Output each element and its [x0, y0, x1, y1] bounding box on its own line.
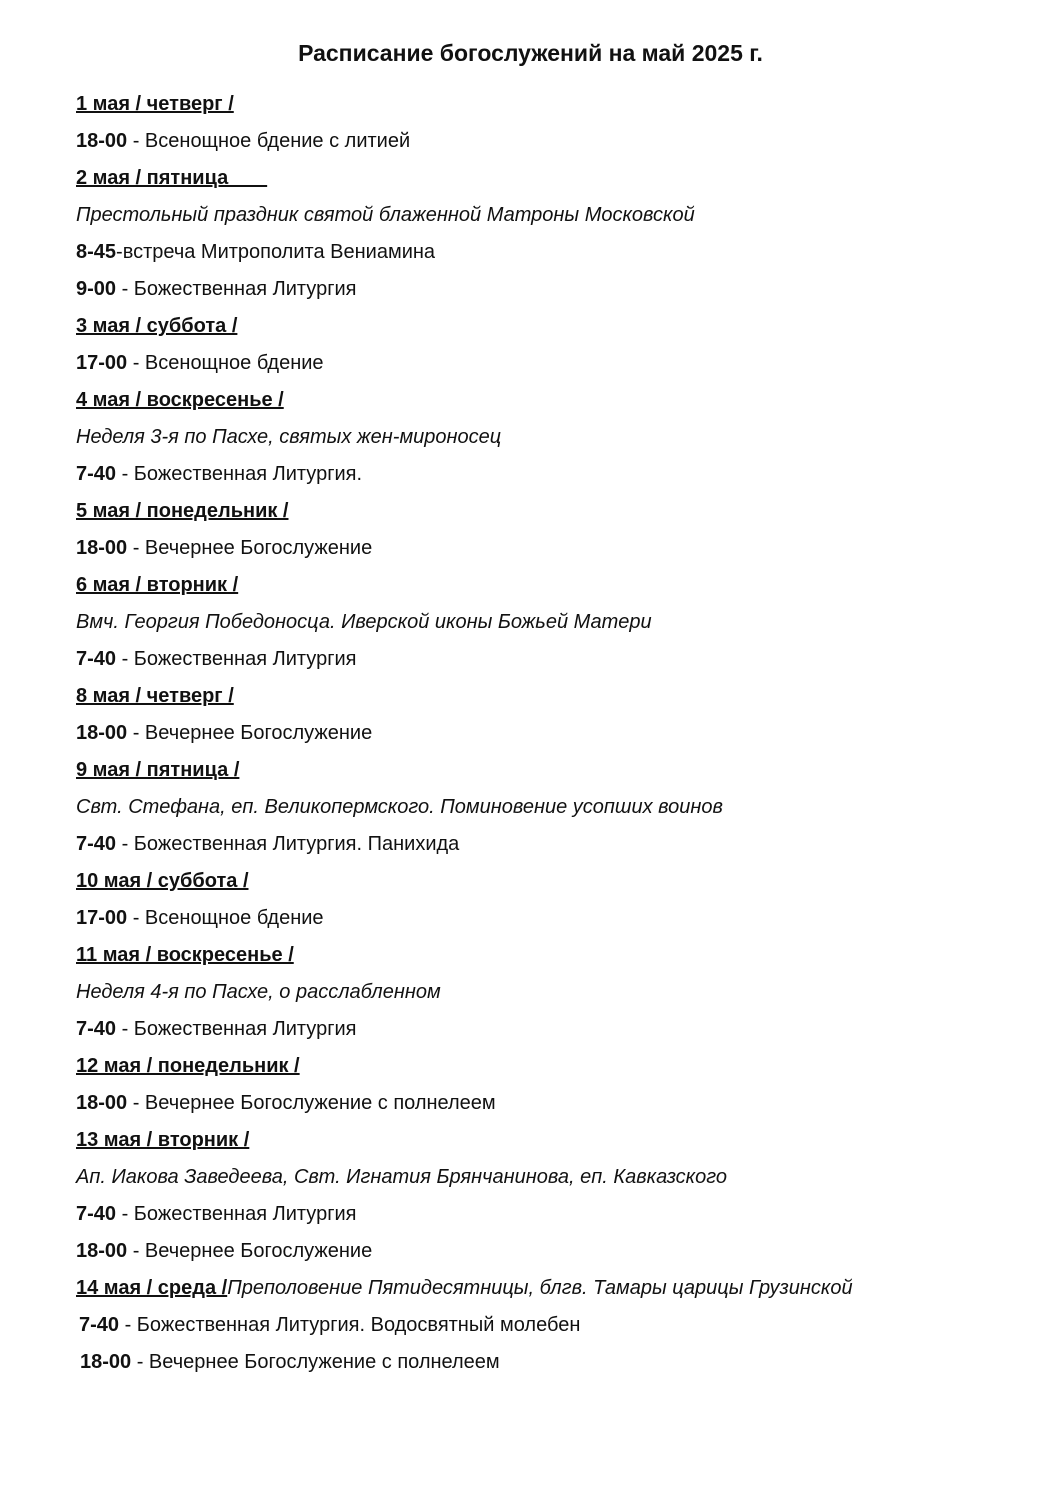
day-heading: 13 мая / вторник /	[76, 1129, 250, 1151]
service-description: -встреча Митрополита Вениамина	[116, 241, 436, 263]
feast-name: Неделя 4-я по Пасхе, о расслабленном	[76, 981, 441, 1003]
service-entry	[76, 1307, 1036, 1344]
service-description: - Всенощное бдение	[127, 352, 324, 374]
service-time: 7-40	[79, 1314, 120, 1336]
day-heading: 4 мая / воскресенье /	[76, 389, 284, 411]
service-entry	[76, 900, 1036, 937]
service-time: 18-00	[76, 130, 128, 152]
service-description: - Вечернее Богослужение	[127, 1240, 373, 1262]
day-heading: 14 мая / среда /	[76, 1277, 228, 1299]
service-description: - Божественная Литургия. Панихида	[116, 833, 460, 855]
service-time: 7-40	[76, 833, 117, 855]
service-time: 18-00	[76, 537, 128, 559]
day-heading: 2 мая / пятница	[76, 167, 268, 189]
day-heading: 8 мая / четверг /	[76, 685, 234, 707]
service-entry	[76, 715, 1036, 752]
service-description: - Божественная Литургия.	[116, 463, 363, 485]
service-time: 9-00	[76, 278, 117, 300]
day-heading: 1 мая / четверг /	[76, 93, 234, 115]
service-entry	[76, 530, 1036, 567]
service-time: 7-40	[76, 1018, 117, 1040]
day-heading: 11 мая / воскресенье /	[76, 944, 294, 966]
feast-name: Неделя 3-я по Пасхе, святых жен-мироносец	[76, 426, 502, 448]
service-entry	[76, 641, 1036, 678]
day-heading: 12 мая / понедельник /	[76, 1055, 300, 1077]
service-entry	[76, 1196, 1036, 1233]
service-time: 18-00	[76, 1240, 128, 1262]
service-description: - Всенощное бдение	[127, 907, 324, 929]
service-time: 7-40	[76, 648, 117, 670]
service-entry	[76, 345, 1036, 382]
schedule-list	[76, 86, 1036, 1381]
day-heading: 6 мая / вторник /	[76, 574, 239, 596]
feast-name: Свт. Стефана, еп. Великопермского. Поминовение усопших воинов	[76, 796, 723, 818]
day-heading: 5 мая / понедельник /	[76, 500, 289, 522]
service-description: - Вечернее Богослужение с полнелеем	[127, 1092, 496, 1114]
service-description: - Вечернее Богослужение с полнелеем	[131, 1351, 500, 1373]
service-entry	[76, 1085, 1036, 1122]
day-heading: 3 мая / суббота /	[76, 315, 238, 337]
service-description: - Божественная Литургия	[116, 1018, 357, 1040]
service-description: - Божественная Литургия. Водосвятный молебен	[119, 1314, 581, 1336]
service-description: - Вечернее Богослужение	[127, 537, 373, 559]
service-time: 7-40	[76, 463, 117, 485]
service-entry	[76, 123, 1036, 160]
service-entry	[76, 1233, 1036, 1270]
service-entry	[76, 234, 1036, 271]
feast-name: Ап. Иакова Заведеева, Свт. Игнатия Брянчанинова, еп. Кавказского	[76, 1166, 727, 1188]
service-entry	[76, 826, 1036, 863]
feast-name: Престольный праздник святой блаженной Матроны Московской	[76, 204, 695, 226]
service-time: 18-00	[76, 722, 128, 744]
day-heading: 10 мая / суббота /	[76, 870, 249, 892]
service-time: 8-45	[76, 241, 117, 263]
feast-name: Преполовение Пятидесятницы, блгв. Тамары царицы Грузинской	[227, 1277, 853, 1299]
service-entry	[76, 271, 1036, 308]
service-description: - Божественная Литургия	[116, 278, 357, 300]
service-description: - Божественная Литургия	[116, 1203, 357, 1225]
service-entry	[76, 1011, 1036, 1048]
service-time: 17-00	[76, 352, 128, 374]
service-time: 7-40	[76, 1203, 117, 1225]
day-heading: 9 мая / пятница /	[76, 759, 240, 781]
feast-name: Вмч. Георгия Победоносца. Иверской иконы Божьей Матери	[76, 611, 652, 633]
service-description: - Всенощное бдение с литией	[127, 130, 411, 152]
service-entry	[76, 1344, 1036, 1381]
page-title: Расписание богослужений на май 2025 г.	[298, 40, 763, 66]
service-description: - Божественная Литургия	[116, 648, 357, 670]
service-entry	[76, 456, 1036, 493]
service-description: - Вечернее Богослужение	[127, 722, 373, 744]
service-time: 17-00	[76, 907, 128, 929]
service-time: 18-00	[76, 1092, 128, 1114]
service-time: 18-00	[80, 1351, 132, 1373]
